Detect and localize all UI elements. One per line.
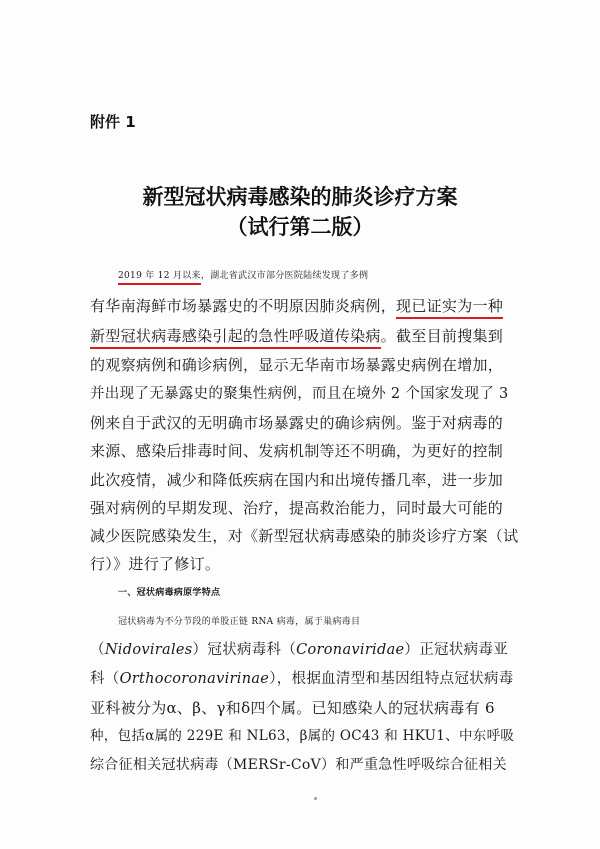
highlighted-phrase: 现已证实为一种 [396, 297, 503, 319]
paragraph-line: 并出现了无暴露史的聚集性病例，而且在境外 2 个国家发现了 3 [90, 386, 509, 402]
paragraph-line: 冠状病毒为不分节段的单股正链 RNA 病毒，属于巢病毒目 [118, 617, 361, 627]
paragraph-line: 行）》进行了修订。 [90, 555, 221, 573]
paragraph-line: 综合征相关冠状病毒（MERSr-CoV）和严重急性呼吸综合征相关 [90, 757, 507, 773]
paragraph-line: 种，包括α属的 229E 和 NL63，β属的 OC43 和 HKU1、中东呼吸 [90, 728, 515, 744]
paragraph-line: 例来自于武汉的无明确市场暴露史的确诊病例。鉴于对病毒的 [90, 414, 504, 432]
text-span: ）正冠状病毒亚 [404, 642, 509, 658]
latin-term: Coronaviridae [296, 642, 405, 658]
latin-term: Nidovirales [104, 642, 193, 658]
section-heading: 一、冠状病毒病原学特点 [118, 588, 221, 598]
highlighted-phrase: 新型冠状病毒感染引起的急性呼吸道传染病 [90, 327, 381, 349]
paragraph-line: 强对病例的早期发现、治疗，提高救治能力，同时最大可能的 [90, 499, 504, 517]
paragraph-line [90, 640, 518, 660]
paragraph-line [90, 326, 518, 346]
paragraph-line: 亚科被分为α、β、γ和δ四个属。已知感染人的冠状病毒有 6 [90, 699, 495, 717]
paragraph-line [118, 266, 546, 286]
paragraph-line [90, 296, 518, 316]
text-span: （ [90, 642, 105, 658]
text-span: 有华南海鲜市场暴露史的不明原因肺炎病例， [90, 297, 397, 315]
text-span: ），根据血清型和基因组特点冠状病毒 [269, 671, 514, 687]
latin-term: Orthocoronavirinae [119, 671, 270, 687]
text-span: 科（ [90, 671, 120, 687]
document-title: 新型冠状病毒感染的肺炎诊疗方案 [142, 185, 458, 209]
scan-speck [314, 797, 317, 800]
paragraph-line: 来源、感染后排毒时间、发病机制等还不明确，为更好的控制 [90, 442, 504, 460]
highlighted-phrase: 2019 年 12 月以来 [118, 271, 201, 285]
text-span: ）冠状病毒科（ [192, 642, 297, 658]
attachment-label: 附件 1 [90, 113, 136, 131]
document-subtitle: （试行第二版） [226, 215, 374, 239]
paragraph-line: 的观察病例和确诊病例，显示无华南市场暴露史病例在增加， [90, 356, 504, 374]
paragraph-line: 减少医院感染发生，对《新型冠状病毒感染的肺炎诊疗方案（试 [90, 527, 519, 545]
text-span: 。截至目前搜集到 [380, 327, 504, 345]
paragraph-line [90, 669, 518, 689]
text-span: ，湖北省武汉市部分医院陆续发现了多例 [200, 271, 369, 281]
paragraph-line: 此次疫情，减少和降低疾病在国内和出境传播几率，进一步加 [90, 471, 504, 489]
